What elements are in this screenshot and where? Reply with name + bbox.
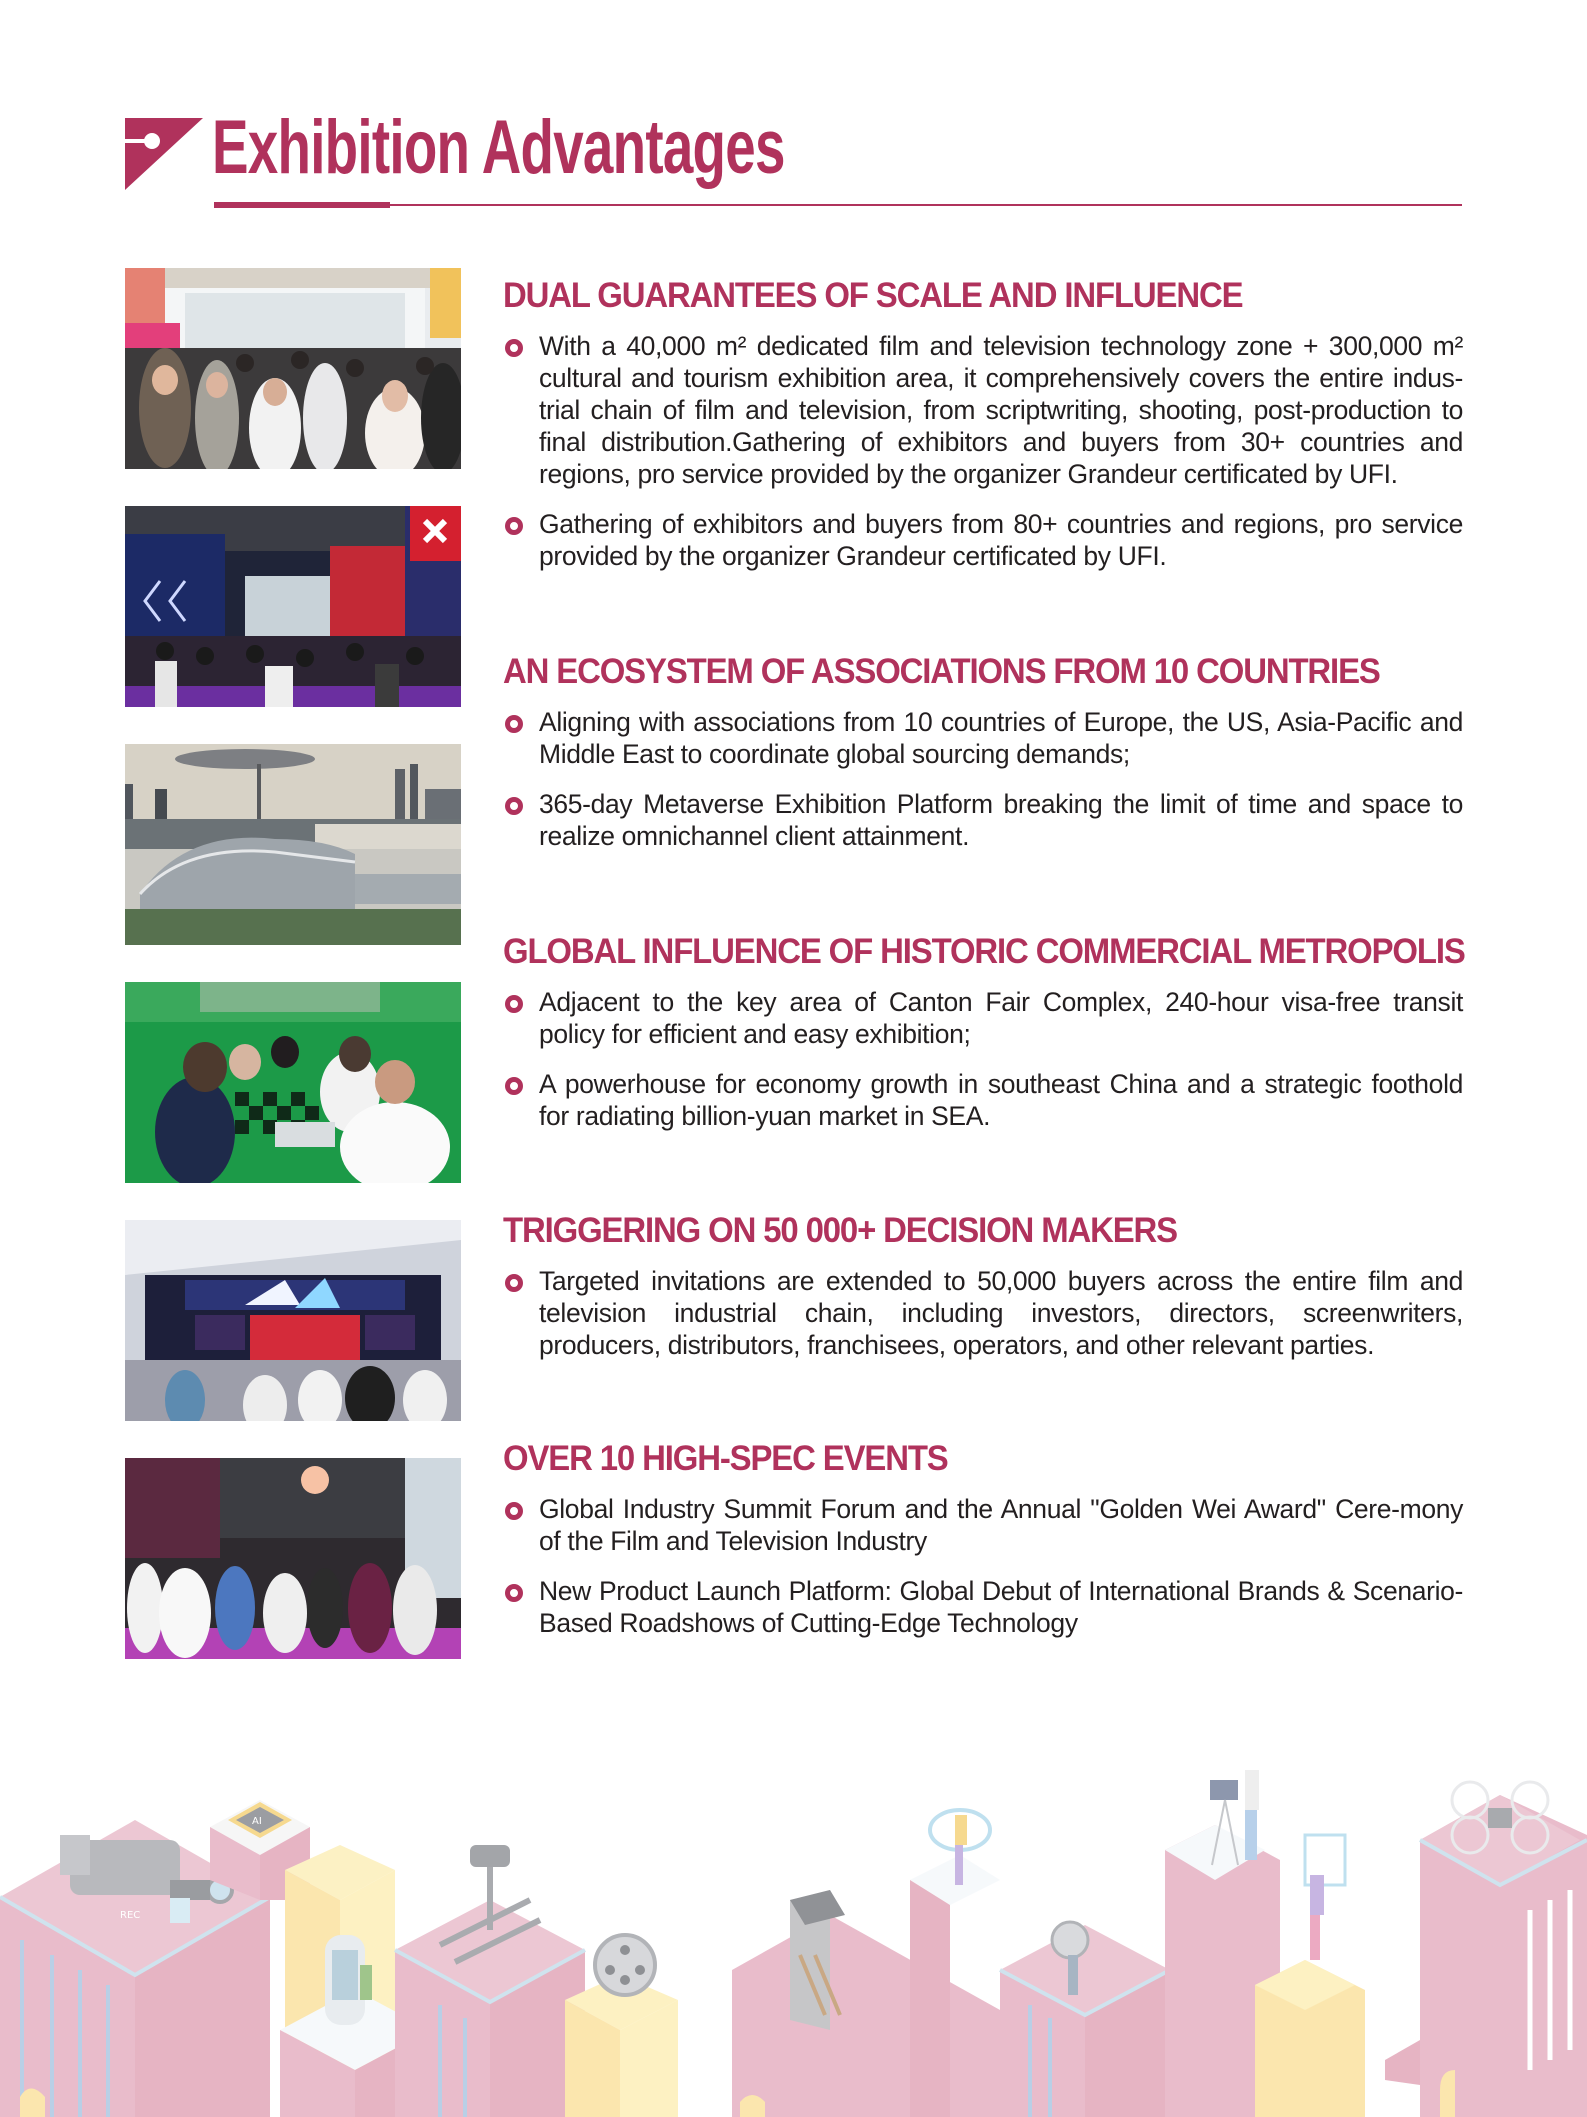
list-item bbox=[503, 508, 1463, 572]
bullet-ring-icon bbox=[505, 995, 523, 1013]
bullet-text: New Product Launch Platform: Global Debut of International Brands & Scenario-Based Roadshows of Cutting-Edge Technology bbox=[539, 1576, 1463, 1638]
bullet-ring-icon bbox=[505, 715, 523, 733]
list-item bbox=[503, 1265, 1463, 1361]
canton-fair-complex-photo bbox=[125, 744, 461, 945]
booth-visitors-photo bbox=[125, 1458, 461, 1659]
list-item bbox=[503, 1068, 1463, 1132]
film-reel-icon bbox=[595, 1935, 655, 1995]
bullet-text: Global Industry Summit Forum and the Annual "Golden Wei Award" Cere-mony of the Film and Television Industry bbox=[539, 1494, 1463, 1556]
brand-logo-icon bbox=[125, 118, 203, 190]
business-meeting-photo bbox=[125, 982, 461, 1183]
section-heading: TRIGGERING ON 50 000+ DECISION MAKERS bbox=[503, 1211, 1178, 1250]
section-heading: AN ECOSYSTEM OF ASSOCIATIONS FROM 10 COUNTRIES bbox=[503, 652, 1380, 691]
bullet-ring-icon bbox=[505, 517, 523, 535]
title-underline bbox=[214, 204, 1462, 206]
section-events bbox=[503, 1439, 1503, 1639]
section-heading: DUAL GUARANTEES OF SCALE AND INFLUENCE bbox=[503, 276, 1243, 315]
game-booth-photo bbox=[125, 1220, 461, 1421]
list-item bbox=[503, 330, 1463, 490]
bullet-text: With a 40,000 m² dedicated film and television technology zone + 300,000 m² cultural and tourism exhibition area, it comprehensively covers the entire indus-trial chain of film and television, from scriptwriting, shooting, post-production to final distribution.Gathering of exhibitors and buyers from 30+ countries and regions, pro service provided by the organizer Grandeur certificated by UFI. bbox=[539, 331, 1463, 489]
bullet-text: Gathering of exhibitors and buyers from 80+ countries and regions, pro service provided by the organizer Grandeur certificated by UFI. bbox=[539, 509, 1463, 571]
section-decision-makers bbox=[503, 1211, 1503, 1361]
svg-text:AI: AI bbox=[252, 1816, 262, 1827]
crowd-entrance-photo bbox=[125, 268, 461, 469]
reel-carrier-icon bbox=[1052, 1922, 1088, 1958]
list-item bbox=[503, 706, 1463, 770]
list-item bbox=[503, 986, 1463, 1050]
svg-text:REC: REC bbox=[120, 1910, 141, 1921]
bullet-ring-icon bbox=[505, 1584, 523, 1602]
section-associations bbox=[503, 652, 1503, 852]
bullet-ring-icon bbox=[505, 797, 523, 815]
section-metropolis bbox=[503, 932, 1503, 1132]
list-item bbox=[503, 1575, 1463, 1639]
bullet-ring-icon bbox=[505, 1077, 523, 1095]
bullet-text: Adjacent to the key area of Canton Fair Complex, 240-hour visa-free transit policy for efficient and easy exhibition; bbox=[539, 987, 1463, 1049]
list-item bbox=[503, 1493, 1463, 1557]
hologram-person-icon bbox=[1305, 1835, 1345, 1960]
list-item bbox=[503, 788, 1463, 852]
bullet-text: A powerhouse for economy growth in southeast China and a strategic foothold for radiating billion-yuan market in SEA. bbox=[539, 1069, 1463, 1131]
isometric-city-illustration bbox=[0, 1740, 1587, 2117]
section-scale-influence bbox=[503, 276, 1503, 572]
bullet-text: Targeted invitations are extended to 50,000 buyers across the entire film and television industrial chain, including investors, directors, screenwriters, producers, distributors, franchisees, operators, and other relevant parties. bbox=[539, 1266, 1463, 1360]
bullet-ring-icon bbox=[505, 1502, 523, 1520]
section-heading: OVER 10 HIGH-SPEC EVENTS bbox=[503, 1439, 948, 1478]
section-heading: GLOBAL INFLUENCE OF HISTORIC COMMERCIAL METROPOLIS bbox=[503, 932, 1465, 971]
bullet-text: 365-day Metaverse Exhibition Platform breaking the limit of time and space to realize omnichannel client attainment. bbox=[539, 789, 1463, 851]
title-underline-accent bbox=[214, 202, 390, 208]
exhibition-hall-photo bbox=[125, 506, 461, 707]
bullet-ring-icon bbox=[505, 1274, 523, 1292]
bullet-text: Aligning with associations from 10 countries of Europe, the US, Asia-Pacific and Middle East to coordinate global sourcing demands; bbox=[539, 707, 1463, 769]
bullet-ring-icon bbox=[505, 339, 523, 357]
page-title: Exhibition Advantages bbox=[212, 105, 785, 190]
